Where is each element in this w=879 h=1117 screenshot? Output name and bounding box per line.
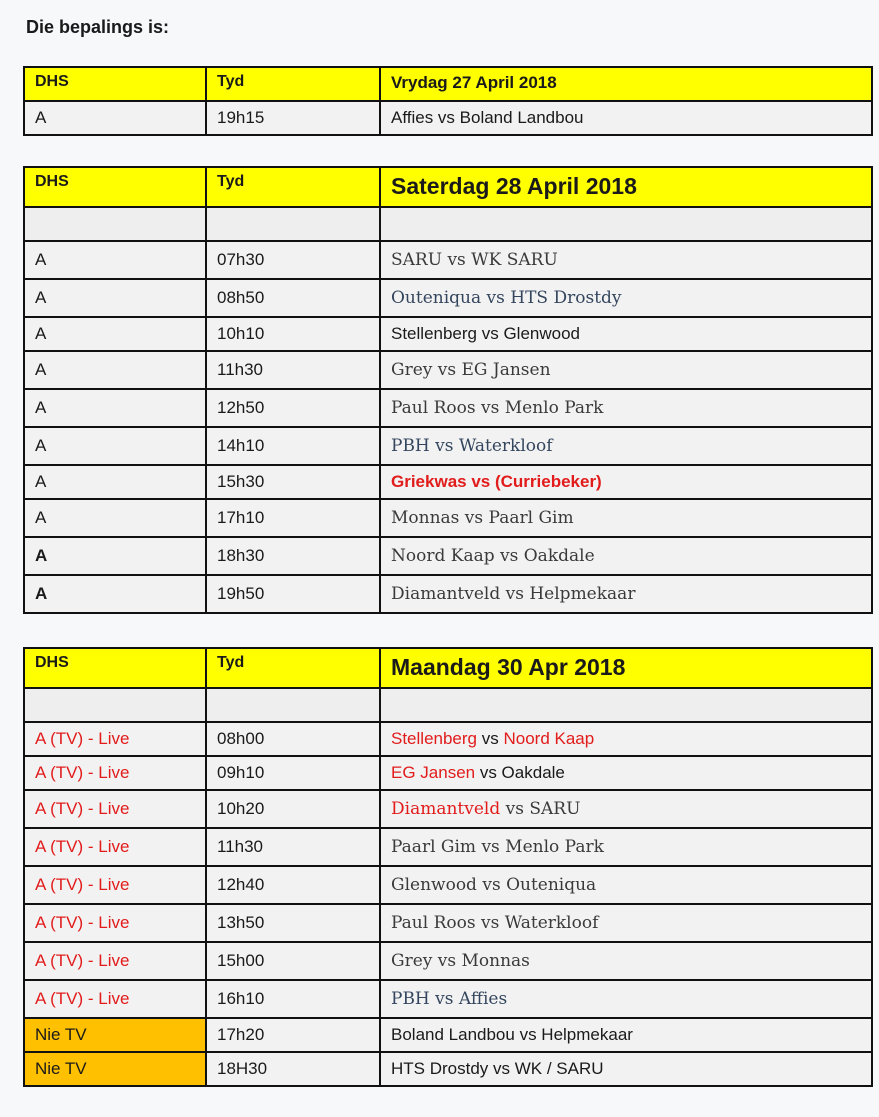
table-row bbox=[24, 828, 872, 866]
intro-heading: Die bepalings is: bbox=[26, 17, 170, 37]
table-row bbox=[24, 756, 872, 790]
dhs-cell: A (TV) - Live bbox=[24, 980, 206, 1018]
header-tyd: Tyd bbox=[206, 167, 380, 207]
spacer-row bbox=[24, 688, 872, 722]
match-cell: PBH vs Affies bbox=[380, 980, 872, 1018]
table-row bbox=[24, 427, 872, 465]
table-row bbox=[24, 101, 872, 135]
dhs-cell: A bbox=[24, 101, 206, 135]
match-cell: Paul Roos vs Menlo Park bbox=[380, 389, 872, 427]
header-dhs: DHS bbox=[24, 167, 206, 207]
match-cell bbox=[380, 790, 872, 828]
time-cell: 08h00 bbox=[206, 722, 380, 756]
dhs-cell: A bbox=[24, 279, 206, 317]
time-cell: 18H30 bbox=[206, 1052, 380, 1086]
header-dhs: DHS bbox=[24, 648, 206, 688]
time-cell: 14h10 bbox=[206, 427, 380, 465]
schedule-table-monday bbox=[23, 647, 873, 1087]
table-header-row bbox=[24, 67, 872, 101]
header-tyd: Tyd bbox=[206, 67, 380, 101]
time-cell: 15h30 bbox=[206, 465, 380, 499]
table-row bbox=[24, 351, 872, 389]
header-date: Saterdag 28 April 2018 bbox=[380, 167, 872, 207]
vs-text: vs bbox=[477, 729, 504, 748]
dhs-cell: A bbox=[24, 465, 206, 499]
match-cell: Grey vs EG Jansen bbox=[380, 351, 872, 389]
match-cell: Diamantveld vs Helpmekaar bbox=[380, 575, 872, 613]
table-row bbox=[24, 942, 872, 980]
match-cell: Grey vs Monnas bbox=[380, 942, 872, 980]
dhs-cell: A bbox=[24, 389, 206, 427]
table-header-row bbox=[24, 167, 872, 207]
table-header-row bbox=[24, 648, 872, 688]
match-cell: Boland Landbou vs Helpmekaar bbox=[380, 1018, 872, 1052]
table-row bbox=[24, 537, 872, 575]
time-cell: 10h10 bbox=[206, 317, 380, 351]
table-row bbox=[24, 241, 872, 279]
header-dhs: DHS bbox=[24, 67, 206, 101]
dhs-cell: Nie TV bbox=[24, 1052, 206, 1086]
time-cell: 11h30 bbox=[206, 828, 380, 866]
time-cell: 08h50 bbox=[206, 279, 380, 317]
match-cell: PBH vs Waterkloof bbox=[380, 427, 872, 465]
time-cell: 17h10 bbox=[206, 499, 380, 537]
time-cell: 15h00 bbox=[206, 942, 380, 980]
dhs-cell: A (TV) - Live bbox=[24, 904, 206, 942]
dhs-cell: A bbox=[24, 575, 206, 613]
match-rest: vs SARU bbox=[500, 799, 581, 819]
match-cell: Paarl Gim vs Menlo Park bbox=[380, 828, 872, 866]
table-row bbox=[24, 317, 872, 351]
table-row bbox=[24, 722, 872, 756]
dhs-cell: A (TV) - Live bbox=[24, 828, 206, 866]
match-cell: Paul Roos vs Waterkloof bbox=[380, 904, 872, 942]
dhs-cell: A bbox=[24, 241, 206, 279]
time-cell: 11h30 bbox=[206, 351, 380, 389]
dhs-cell: A (TV) - Live bbox=[24, 722, 206, 756]
match-cell: HTS Drostdy vs WK / SARU bbox=[380, 1052, 872, 1086]
table-row bbox=[24, 790, 872, 828]
dhs-cell: Nie TV bbox=[24, 1018, 206, 1052]
time-cell: 09h10 bbox=[206, 756, 380, 790]
time-cell: 07h30 bbox=[206, 241, 380, 279]
table-row bbox=[24, 1052, 872, 1086]
team-b: Noord Kaap bbox=[503, 729, 595, 748]
header-date: Maandag 30 Apr 2018 bbox=[380, 648, 872, 688]
time-cell: 19h15 bbox=[206, 101, 380, 135]
match-cell: Noord Kaap vs Oakdale bbox=[380, 537, 872, 575]
dhs-cell: A bbox=[24, 351, 206, 389]
match-cell: Griekwas vs (Curriebeker) bbox=[380, 465, 872, 499]
time-cell: 16h10 bbox=[206, 980, 380, 1018]
match-cell bbox=[380, 756, 872, 790]
time-cell: 19h50 bbox=[206, 575, 380, 613]
dhs-cell: A bbox=[24, 427, 206, 465]
header-date: Vrydag 27 April 2018 bbox=[380, 67, 872, 101]
spacer-row bbox=[24, 207, 872, 241]
table-row bbox=[24, 279, 872, 317]
team-a: Stellenberg bbox=[391, 729, 478, 748]
time-cell: 12h50 bbox=[206, 389, 380, 427]
table-row bbox=[24, 575, 872, 613]
match-cell bbox=[380, 722, 872, 756]
time-cell: 18h30 bbox=[206, 537, 380, 575]
dhs-cell: A (TV) - Live bbox=[24, 942, 206, 980]
dhs-cell: A (TV) - Live bbox=[24, 756, 206, 790]
dhs-cell: A bbox=[24, 317, 206, 351]
table-row bbox=[24, 1018, 872, 1052]
table-row bbox=[24, 389, 872, 427]
table-row bbox=[24, 904, 872, 942]
match-cell: Stellenberg vs Glenwood bbox=[380, 317, 872, 351]
table-row bbox=[24, 465, 872, 499]
team-a: Diamantveld bbox=[391, 799, 501, 819]
dhs-cell: A (TV) - Live bbox=[24, 866, 206, 904]
match-cell: Outeniqua vs HTS Drostdy bbox=[380, 279, 872, 317]
time-cell: 10h20 bbox=[206, 790, 380, 828]
dhs-cell: A bbox=[24, 499, 206, 537]
dhs-cell: A bbox=[24, 537, 206, 575]
match-cell: Affies vs Boland Landbou bbox=[380, 101, 872, 135]
match-cell: SARU vs WK SARU bbox=[380, 241, 872, 279]
schedule-table-saturday bbox=[23, 166, 873, 614]
time-cell: 12h40 bbox=[206, 866, 380, 904]
schedule-table-friday bbox=[23, 66, 873, 136]
dhs-cell: A (TV) - Live bbox=[24, 790, 206, 828]
match-cell: Monnas vs Paarl Gim bbox=[380, 499, 872, 537]
match-cell: Glenwood vs Outeniqua bbox=[380, 866, 872, 904]
time-cell: 13h50 bbox=[206, 904, 380, 942]
table-row bbox=[24, 980, 872, 1018]
header-tyd: Tyd bbox=[206, 648, 380, 688]
table-row bbox=[24, 499, 872, 537]
time-cell: 17h20 bbox=[206, 1018, 380, 1052]
match-rest: vs Oakdale bbox=[475, 763, 565, 782]
table-row bbox=[24, 866, 872, 904]
team-a: EG Jansen bbox=[391, 763, 476, 782]
